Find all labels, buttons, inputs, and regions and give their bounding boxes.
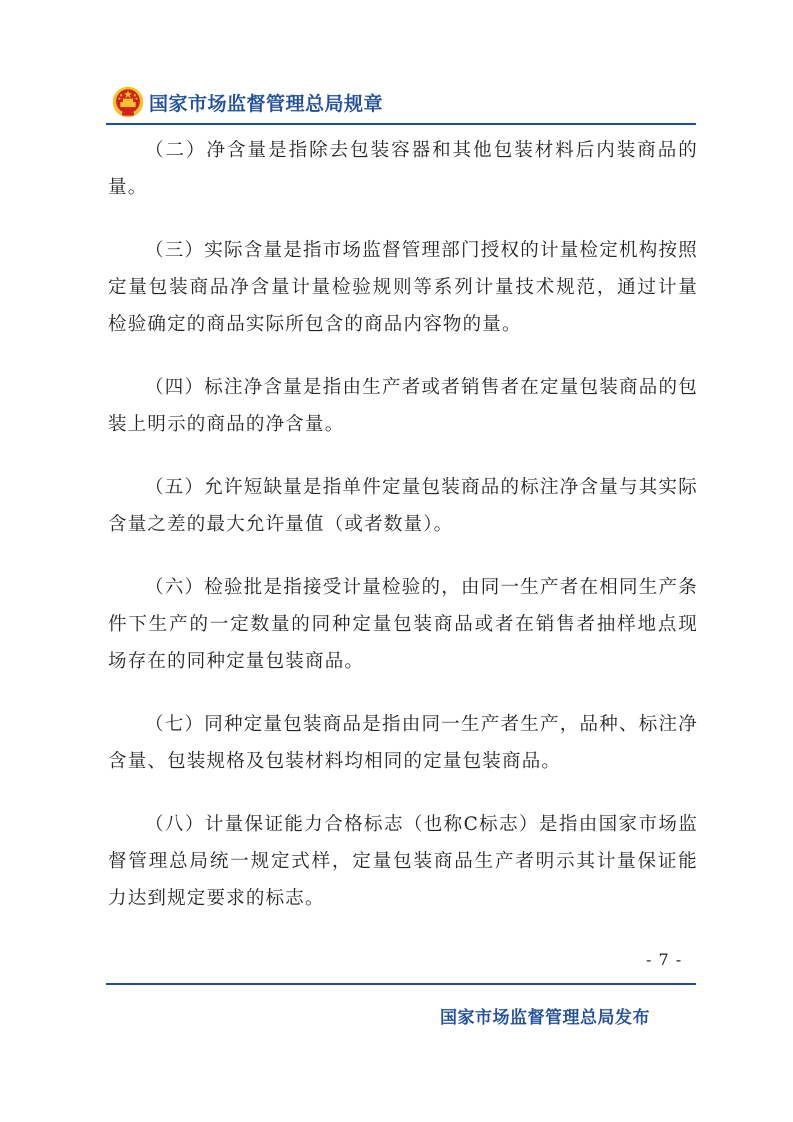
paragraph: （八）计量保证能力合格标志（也称C标志）是指由国家市场监督管理总局统一规定式样，定量包装商品生产者明示其计量保证能力达到规定要求的标志。 <box>108 814 698 909</box>
paragraph: （七）同种定量包装商品是指由同一生产者生产，品种、标注净含量、包装规格及包装材料均相同的定量包装商品。 <box>108 714 698 772</box>
page-header <box>111 84 383 120</box>
footer-publisher: 国家市场监督管理总局发布 <box>440 1008 650 1028</box>
footer-divider <box>106 983 696 985</box>
header-title: 国家市场监督管理总局规章 <box>149 92 384 115</box>
header-divider <box>106 123 696 125</box>
document-body <box>108 132 698 943</box>
paragraph: （五）允许短缺量是指单件定量包装商品的标注净含量与其实际含量之差的最大允许量值（或者数量）。 <box>108 477 698 535</box>
paragraph: （四）标注净含量是指由生产者或者销售者在定量包装商品的包装上明示的商品的净含量。 <box>108 377 698 435</box>
paragraph: （二）净含量是指除去包装容器和其他包装材料后内装商品的量。 <box>108 140 698 198</box>
national-emblem-icon <box>111 85 145 119</box>
paragraph: （六）检验批是指接受计量检验的，由同一生产者在相同生产条件下生产的一定数量的同种定量包装商品或者在销售者抽样地点现场存在的同种定量包装商品。 <box>108 577 698 672</box>
page-number: - 7 - <box>646 950 683 969</box>
paragraph: （三）实际含量是指市场监督管理部门授权的计量检定机构按照定量包装商品净含量计量检验规则等系列计量技术规范，通过计量检验确定的商品实际所包含的商品内容物的量。 <box>108 240 698 335</box>
